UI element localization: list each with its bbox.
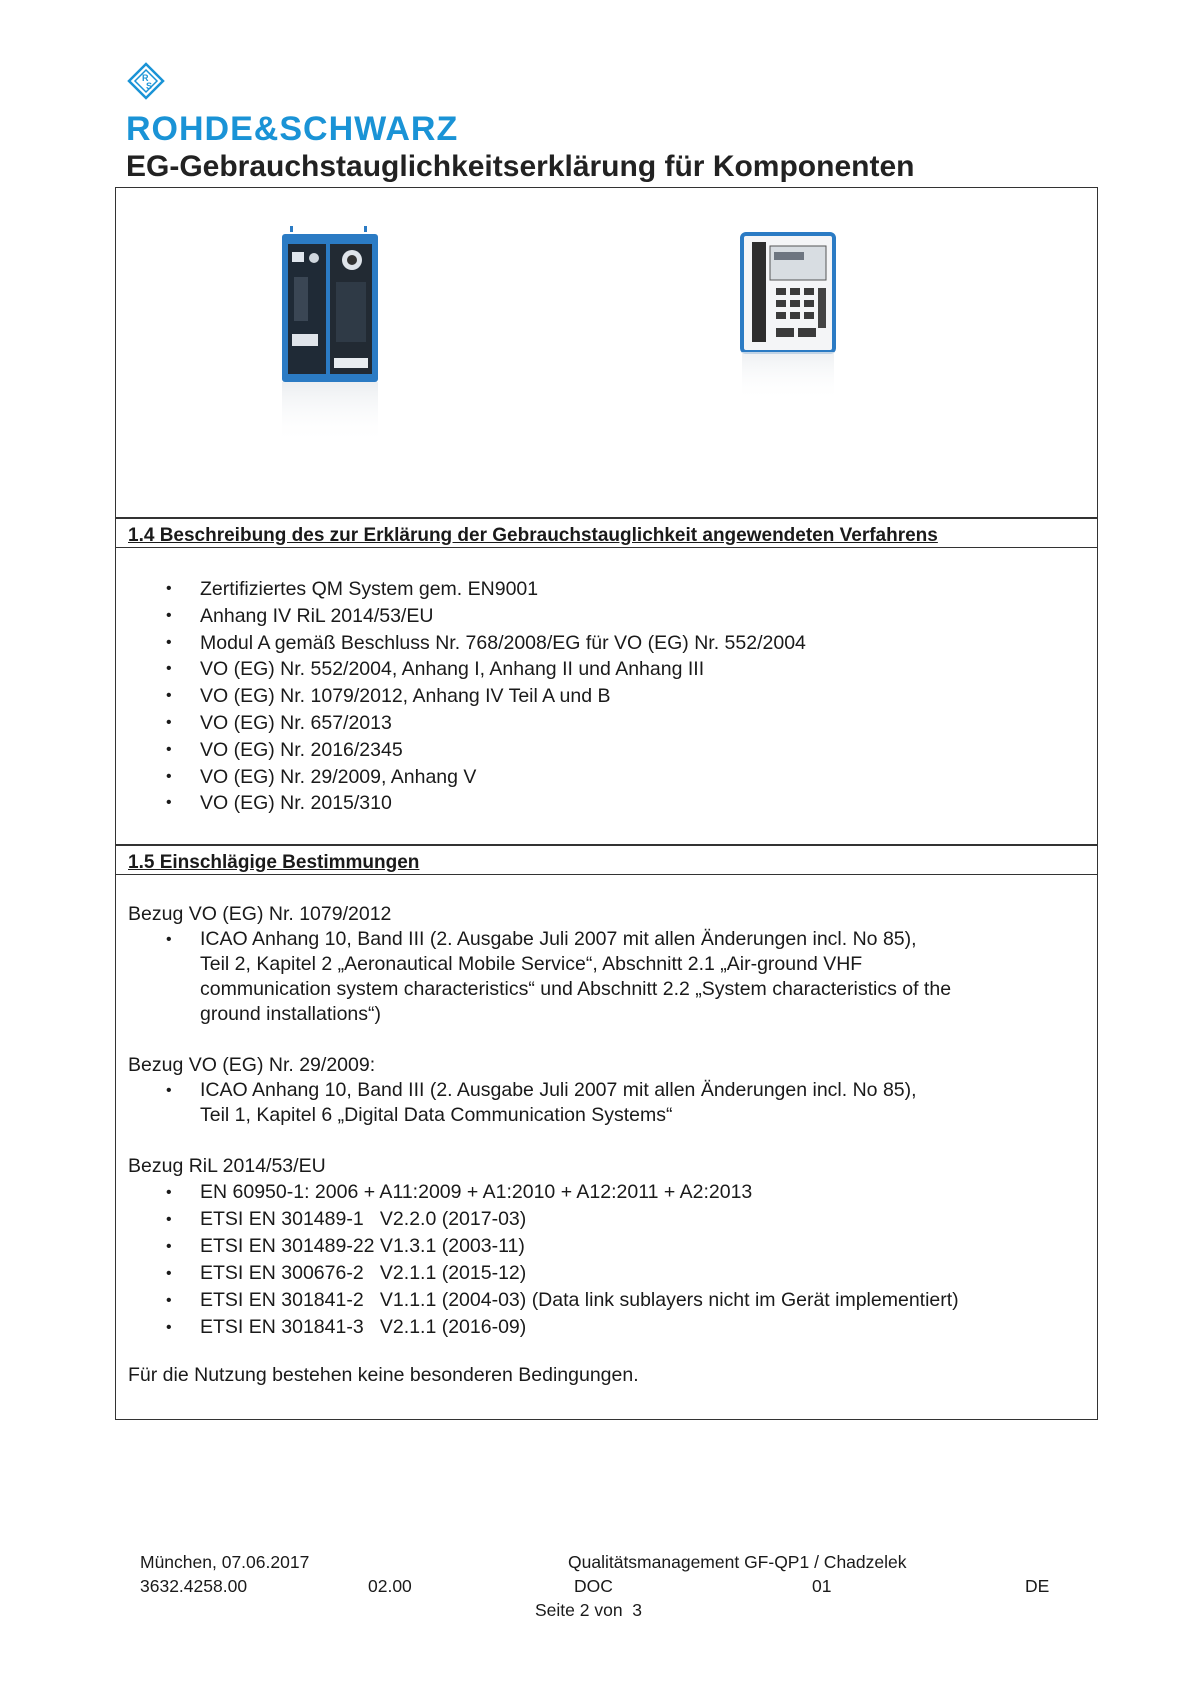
section-1-5-heading: 1.5 Einschlägige Bestimmungen xyxy=(115,845,1098,875)
handheld-radio-unit-image xyxy=(738,232,838,407)
reference-title: Bezug VO (EG) Nr. 1079/2012 xyxy=(128,903,392,925)
list-item: • ICAO Anhang 10, Band III (2. Ausgabe Juli 2007 mit allen Änderungen incl. No 85), Teil 1, Kapitel 6 „Digital Data Communication Systems“ xyxy=(116,1078,1097,1128)
rs-diamond-logo-icon xyxy=(127,62,165,106)
footer-doc-type: DOC xyxy=(574,1576,613,1596)
list-item: • ETSI EN 300676-2 V2.1.1 (2015-12) xyxy=(116,1260,1097,1287)
list-item: • Anhang IV RiL 2014/53/EU xyxy=(116,603,1097,630)
svg-text:R: R xyxy=(142,73,149,83)
list-item: • Modul A gemäß Beschluss Nr. 768/2008/EG für VO (EG) Nr. 552/2004 xyxy=(116,630,1097,657)
reference-block xyxy=(116,902,1097,1027)
brand-logo-text: ROHDE&SCHWARZ xyxy=(126,110,459,148)
list-item: • VO (EG) Nr. 29/2009, Anhang V xyxy=(116,764,1097,791)
list-item: • ICAO Anhang 10, Band III (2. Ausgabe Juli 2007 mit allen Änderungen incl. No 85), Teil 2, Kapitel 2 „Aeronautical Mobile Service“, Abschnitt 2.1 „Air-ground VHF communication system characteristics“ und Abschnitt 2.2 „System characteristics of the ground installations“) xyxy=(116,927,1097,1027)
ground-radio-unit-image xyxy=(280,222,380,450)
footer-language: DE xyxy=(1025,1576,1050,1596)
list-item: • ETSI EN 301489-1 V2.2.0 (2017-03) xyxy=(116,1206,1097,1233)
list-item: • Zertifiziertes QM System gem. EN9001 xyxy=(116,576,1097,603)
footer-place-date: München, 07.06.2017 xyxy=(140,1552,310,1572)
list-item: • EN 60950-1: 2006 + A11:2009 + A1:2010 + A12:2011 + A2:2013 xyxy=(116,1179,1097,1206)
section-1-5-body xyxy=(115,875,1098,1420)
footer-department: Qualitätsmanagement GF-QP1 / Chadzelek xyxy=(568,1552,907,1572)
reference-block xyxy=(116,1154,1097,1341)
list-item: • VO (EG) Nr. 2015/310 xyxy=(116,790,1097,817)
section-1-4-heading: 1.4 Beschreibung des zur Erklärung der Gebrauchstauglichkeit angewendeten Verfahrens xyxy=(115,518,1098,548)
list-item: • ETSI EN 301489-22 V1.3.1 (2003-11) xyxy=(116,1233,1097,1260)
footer-doc-index: 01 xyxy=(812,1576,832,1596)
reference-title: Bezug VO (EG) Nr. 29/2009: xyxy=(128,1054,376,1076)
list-item: • VO (EG) Nr. 657/2013 xyxy=(116,710,1097,737)
procedure-list xyxy=(116,576,1097,817)
footer-page-number: Seite 2 von 3 xyxy=(535,1600,643,1620)
reference-block xyxy=(116,1053,1097,1128)
list-item: • VO (EG) Nr. 2016/2345 xyxy=(116,737,1097,764)
document-title: EG-Gebrauchstauglichkeitserklärung für Komponenten xyxy=(126,150,915,183)
list-item: • VO (EG) Nr. 552/2004, Anhang I, Anhang II und Anhang III xyxy=(116,656,1097,683)
list-item: • ETSI EN 301841-3 V2.1.1 (2016-09) xyxy=(116,1314,1097,1341)
footer-version: 02.00 xyxy=(368,1576,412,1596)
list-item: • VO (EG) Nr. 1079/2012, Anhang IV Teil A und B xyxy=(116,683,1097,710)
product-image-box xyxy=(115,187,1098,518)
list-item: • ETSI EN 301841-2 V1.1.1 (2004-03) (Data link sublayers nicht im Gerät implementiert) xyxy=(116,1287,1097,1314)
footer-doc-number: 3632.4258.00 xyxy=(140,1576,248,1596)
svg-text:S: S xyxy=(146,81,153,91)
closing-statement: Für die Nutzung bestehen keine besonderen Bedingungen. xyxy=(128,1364,639,1386)
reference-title: Bezug RiL 2014/53/EU xyxy=(128,1155,326,1177)
section-1-4-body xyxy=(115,548,1098,845)
